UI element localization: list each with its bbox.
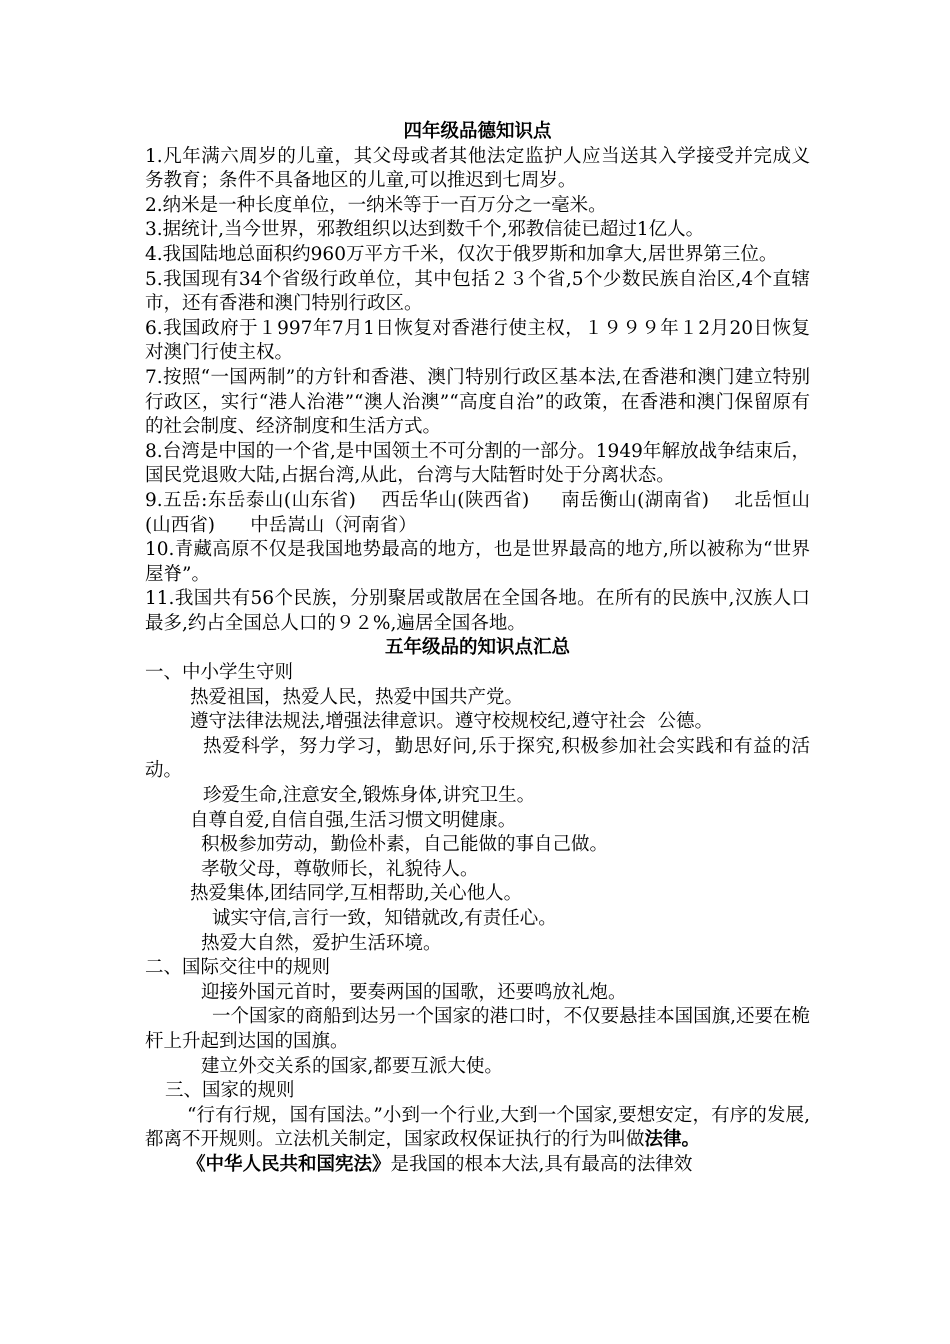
grade4-item-5: 5.我国现有34个省级行政单位，其中包括２３个省,5个少数民族自治区,4个直辖市，还有香港和澳门特别行政区。 <box>145 268 810 315</box>
section3-paragraph-2 <box>145 1153 810 1178</box>
rule-3: 热爱科学，努力学习，勤思好问,乐于探究,积极参加社会实践和有益的活动。 <box>145 735 810 782</box>
section3-paragraph-1-text: “行有行规，国有国法。”小到一个行业,大到一个国家,要想安定，有序的发展,都离不开规则。立法机关制定，国家政权保证执行的行为叫做 <box>145 1104 810 1151</box>
grade4-item-3: 3.据统计,当今世界，邪教组织以达到数千个,邪教信徒已超过1亿人。 <box>145 219 705 241</box>
rule-10: 热爱大自然，爱护生活环境。 <box>201 932 442 954</box>
rule-4: 珍爱生命,注意安全,锻炼身体,讲究卫生。 <box>203 785 536 807</box>
grade4-item-11: 11.我国共有56个民族，分别聚居或散居在全国各地。在所有的民族中,汉族人口最多,约占全国总人口的９２%,遍居全国各地。 <box>145 588 810 634</box>
section3-heading: 三、国家的规则 <box>165 1080 295 1102</box>
grade4-item-9: 9.五岳:东岳泰山(山东省) 西岳华山(陕西省) 南岳衡山(湖南省) 北岳恒山(山西省) 中岳嵩山（河南省） <box>145 489 810 536</box>
section1-heading: 一、中小学生守则 <box>145 662 294 684</box>
grade4-item-7: 7.按照“一国两制”的方针和香港、澳门特别行政区基本法,在香港和澳门建立特别行政区，实行“港人治港”“澳人治澳”“高度自治”的政策，在香港和澳门保留原有的社会制度、经济制度和生活方式。 <box>145 366 810 438</box>
intl-rule-1: 迎接外国元首时，要奏两国的国歌，还要鸣放礼炮。 <box>201 981 627 1003</box>
rule-8: 热爱集体,团结同学,互相帮助,关心他人。 <box>190 883 523 905</box>
rule-1: 热爱祖国，热爱人民，热爱中国共产党。 <box>190 686 524 708</box>
document-page <box>145 120 810 1178</box>
grade4-item-2: 2.纳米是一种长度单位，一纳米等于一百万分之一毫米。 <box>145 194 607 216</box>
intl-rule-2: 一个国家的商船到达另一个国家的港口时，不仅要悬挂本国国旗,还要在桅杆上升起到达国的国旗。 <box>145 1006 810 1052</box>
section3-paragraph-2-text: 是我国的根本大法,具有最高的法律效 <box>390 1153 693 1175</box>
law-term: 法律。 <box>644 1129 701 1151</box>
section3-paragraph-1 <box>145 1104 810 1153</box>
constitution-title: 《中华人民共和国宪法》 <box>187 1153 391 1175</box>
rule-9: 诚实守信,言行一致，知错就改,有责任心。 <box>212 908 557 929</box>
grade4-item-8: 8.台湾是中国的一个省,是中国领土不可分割的一部分。1949年解放战争结束后，国民党退败大陆,占据台湾,从此，台湾与大陆暂时处于分离状态。 <box>145 440 810 487</box>
rule-7: 孝敬父母，尊敬师长，礼貌待人。 <box>201 858 479 880</box>
rule-6: 积极参加劳动，勤俭朴素，自己能做的事自己做。 <box>201 834 609 856</box>
intl-rule-3: 建立外交关系的国家,都要互派大使。 <box>201 1055 503 1077</box>
grade4-item-4: 4.我国陆地总面积约960万平方千米，仅次于俄罗斯和加拿大,居世界第三位。 <box>145 243 778 265</box>
grade4-item-6: 6.我国政府于１997年7月1日恢复对香港行使主权，１９９９年１2月20日恢复对澳门行使主权。 <box>145 317 810 364</box>
grade5-title: 五年级品的知识点汇总 <box>384 637 570 659</box>
grade4-item-10: 10.青藏高原不仅是我国地势最高的地方，也是世界最高的地方,所以被称为“世界屋脊”。 <box>145 539 810 585</box>
grade4-title: 四年级品德知识点 <box>403 121 552 142</box>
grade4-item-1: 1.凡年满六周岁的儿童，其父母或者其他法定监护人应当送其入学接受并完成义务教育；条件不具备地区的儿童,可以推迟到七周岁。 <box>145 145 810 192</box>
rule-5: 自尊自爱,自信自强,生活习惯文明健康。 <box>190 809 517 831</box>
rule-2: 遵守法律法规法,增强法律意识。遵守校规校纪,遵守社会 公德。 <box>190 711 714 733</box>
section2-heading: 二、国际交往中的规则 <box>145 957 331 979</box>
